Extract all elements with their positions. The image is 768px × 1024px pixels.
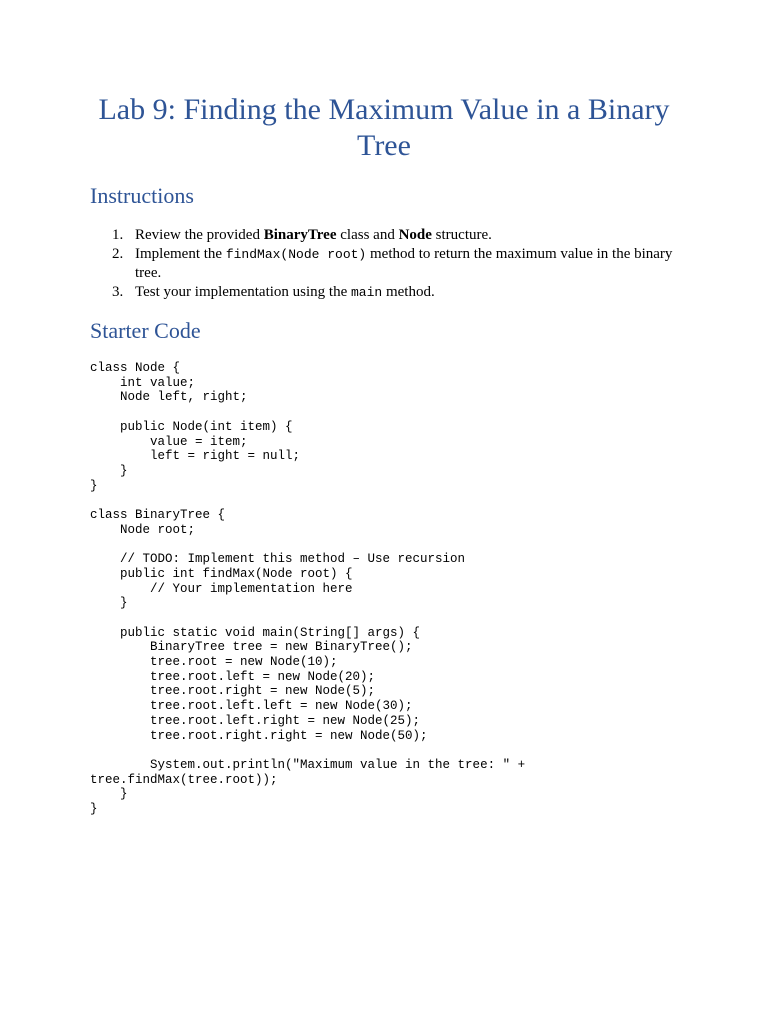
instruction-number: 1. bbox=[112, 227, 124, 243]
starter-code-block: class Node { int value; Node left, right; public Node(int item) { value = item; left = right = null; } } class BinaryTree { Node root; // TODO: Implement this method – Use recursion public int findMax(Node root) { // Your implementation here } public static void main(String[] args) { BinaryTree tree = new BinaryTree(); tree.root = new Node(10); tree.root.left = new Node(20); tree.root.right = new Node(5); tree.root.left.left = new Node(30); tree.root.left.right = new Node(25); tree.root.right.right = new Node(50); System.out.println("Maximum value in the tree: " + tree.findMax(tree.root)); } } bbox=[90, 361, 526, 817]
instruction-item-3 bbox=[90, 283, 686, 302]
instructions-list bbox=[90, 226, 686, 303]
instruction-item-2 bbox=[90, 245, 686, 282]
instruction-text: Review the provided bbox=[135, 227, 264, 243]
instruction-text: method to return the maximum value in the binary tree. bbox=[135, 246, 673, 281]
instruction-number: 3. bbox=[112, 284, 124, 300]
starter-code-heading: Starter Code bbox=[90, 318, 201, 343]
instruction-text: structure. bbox=[431, 227, 492, 243]
instruction-text: Implement the bbox=[135, 246, 226, 262]
class-name-binarytree: BinaryTree bbox=[263, 227, 337, 243]
instruction-number: 2. bbox=[112, 246, 124, 262]
instruction-text: method. bbox=[382, 284, 435, 300]
instruction-text: Test your implementation using the bbox=[135, 284, 351, 300]
instruction-item-1 bbox=[90, 226, 686, 244]
class-name-node: Node bbox=[398, 227, 432, 243]
instructions-heading: Instructions bbox=[90, 183, 194, 208]
document-title: Lab 9: Finding the Maximum Value in a Binary Tree bbox=[98, 93, 670, 162]
inline-code-main: main bbox=[351, 285, 383, 300]
instruction-text: class and bbox=[336, 227, 399, 243]
inline-code-findmax: findMax(Node root) bbox=[225, 247, 367, 262]
